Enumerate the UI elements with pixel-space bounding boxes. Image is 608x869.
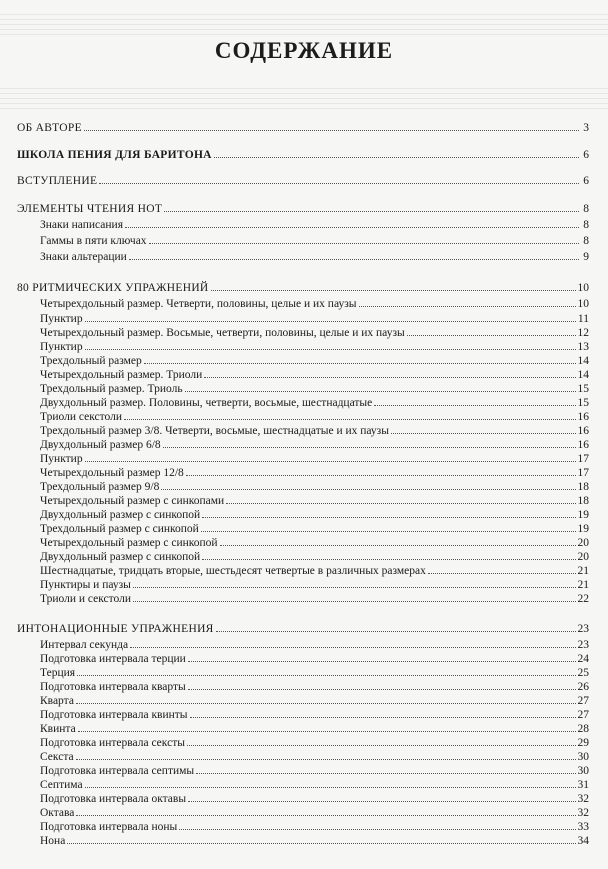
toc-page-number: 33 (577, 821, 589, 833)
toc-subsection-entry (40, 749, 589, 763)
toc-page-number: 18 (577, 495, 589, 507)
dot-leader (149, 233, 579, 244)
dot-leader (124, 409, 576, 420)
toc-subsection-entry (40, 819, 589, 833)
dot-leader (76, 749, 576, 760)
toc-subsection-entry (40, 409, 589, 423)
toc-entry-title: Септима (40, 779, 83, 791)
toc-section-entry (17, 173, 589, 187)
toc-entry-title: Пунктир (40, 341, 83, 353)
dot-leader (188, 791, 575, 802)
toc-section-entry (17, 280, 589, 294)
toc-entry-title: Октава (40, 807, 75, 819)
dot-leader (211, 280, 576, 291)
toc-subsection-entry (40, 493, 589, 507)
toc-entry-title: Четырехдольный размер с синкопой (40, 537, 218, 549)
dot-leader (188, 679, 576, 690)
toc-entry-title: Четырехдольный размер. Восьмые, четверти, половины, целые и их паузы (40, 327, 405, 339)
dot-leader (190, 707, 576, 718)
toc-page-number: 15 (577, 397, 589, 409)
toc-subsection-entry (40, 651, 589, 665)
toc-entry-title: Трехдольный размер с синкопой (40, 523, 199, 535)
toc-page-number: 17 (577, 467, 589, 479)
dot-leader (130, 637, 575, 648)
toc-subsection-entry (40, 423, 589, 437)
toc-entry-title: Подготовка интервала кварты (40, 681, 186, 693)
dot-leader (187, 735, 576, 746)
toc-page-number: 24 (577, 653, 589, 665)
toc-subsection-entry (40, 381, 589, 395)
toc-page-number: 11 (577, 313, 589, 325)
faint-staff-lines (0, 88, 608, 110)
toc-subsection-entry (40, 721, 589, 735)
toc-page-number: 15 (577, 383, 589, 395)
toc-entry-title: Гаммы в пяти ключах (40, 235, 147, 247)
toc-entry-title: ОБ АВТОРЕ (17, 122, 82, 134)
toc-page-number: 18 (577, 481, 589, 493)
dot-leader (99, 173, 579, 184)
toc-page-number: 22 (577, 593, 589, 605)
dot-leader (78, 721, 576, 732)
toc-page-number: 14 (577, 369, 589, 381)
toc-subsection-entry (40, 591, 589, 605)
dot-leader (204, 367, 575, 378)
dot-leader (179, 819, 575, 830)
toc-page-number: 12 (577, 327, 589, 339)
toc-page-number: 6 (583, 149, 589, 161)
toc-entry-title: 80 РИТМИЧЕСКИХ УПРАЖНЕНИЙ (17, 282, 209, 294)
toc-subsection-entry (40, 451, 589, 465)
toc-subsection-entry (40, 693, 589, 707)
toc-subsection-entry (40, 805, 589, 819)
toc-subsection-entry (40, 249, 589, 263)
toc-page-number: 19 (577, 509, 589, 521)
toc-section-entry (17, 147, 589, 161)
toc-page-number: 20 (577, 551, 589, 563)
toc-page-number: 30 (577, 751, 589, 763)
toc-entry-title: Подготовка интервала квинты (40, 709, 188, 721)
toc-page-number: 16 (577, 411, 589, 423)
toc-subsection-entry (40, 577, 589, 591)
toc-page-number: 34 (577, 835, 589, 847)
toc-entry-title: Четырехдольный размер 12/8 (40, 467, 184, 479)
toc-entry-title: Триоли секстоли (40, 411, 122, 423)
toc-entry-title: Подготовка интервала октавы (40, 793, 187, 805)
dot-leader (188, 651, 576, 662)
toc-subsection-entry (40, 479, 589, 493)
toc-subsection-entry (40, 367, 589, 381)
toc-page-number: 25 (577, 667, 589, 679)
toc-page-number: 30 (577, 765, 589, 777)
toc-entry-title: Пунктиры и паузы (40, 579, 131, 591)
toc-page-number: 17 (577, 453, 589, 465)
page-title: СОДЕРЖАНИЕ (214, 38, 394, 63)
dot-leader (202, 549, 575, 560)
toc-entry-title: Двухдольный размер 6/8 (40, 439, 161, 451)
toc-page-number: 16 (577, 425, 589, 437)
toc-entry-title: Нона (40, 835, 66, 847)
toc-entry-title: Четырехдольный размер. Четверти, половины, целые и их паузы (40, 298, 357, 310)
dot-leader (67, 833, 575, 844)
toc-entry-title: Трехдольный размер 9/8 (40, 481, 160, 493)
dot-leader (428, 563, 576, 574)
toc-page-number: 21 (577, 579, 589, 591)
toc-subsection-entry (40, 707, 589, 721)
toc-page-number: 32 (577, 793, 589, 805)
toc-section-entry (17, 621, 589, 635)
dot-leader (125, 217, 579, 228)
dot-leader (161, 479, 575, 490)
dot-leader (201, 521, 576, 532)
toc-page-number: 13 (577, 341, 589, 353)
toc-subsection-entry (40, 395, 589, 409)
toc-subsection-entry (40, 563, 589, 577)
toc-page-number: 14 (577, 355, 589, 367)
dot-leader (186, 465, 576, 476)
dot-leader (133, 591, 575, 602)
dot-leader (185, 381, 576, 392)
toc-entry-title: Трехдольный размер 3/8. Четверти, восьмые, шестнадцатые и их паузы (40, 425, 389, 437)
toc-entry-title: Подготовка интервала терции (40, 653, 186, 665)
toc-subsection-entry (40, 296, 589, 310)
dot-leader (85, 311, 576, 322)
dot-leader (133, 577, 576, 588)
toc-page-number: 16 (577, 439, 589, 451)
toc-entry-title: Трехдольный размер. Триоль (40, 383, 183, 395)
toc-page-number: 8 (583, 235, 589, 247)
toc-subsection-entry (40, 353, 589, 367)
dot-leader (144, 353, 576, 364)
toc-entry-title: Пунктир (40, 313, 83, 325)
toc-entry-title: Двухдольный размер. Половины, четверти, восьмые, шестнадцатые (40, 397, 373, 409)
toc-entry-title: ВСТУПЛЕНИЕ (17, 175, 98, 187)
toc-entry-title: Трехдольный размер (40, 355, 142, 367)
dot-leader (407, 325, 576, 336)
toc-page-number: 26 (577, 681, 589, 693)
dot-leader (220, 535, 576, 546)
toc-entry-title: Пунктир (40, 453, 83, 465)
toc-page-number: 27 (577, 709, 589, 721)
toc-page-number: 27 (577, 695, 589, 707)
toc-subsection-entry (40, 325, 589, 339)
toc-entry-title: Триоли и секстоли (40, 593, 132, 605)
toc-section-entry (17, 201, 589, 215)
toc-entry-title: Шестнадцатые, тридцать вторые, шестьдесят четвертые в различных размерах (40, 565, 426, 577)
dot-leader (84, 120, 579, 131)
dot-leader (216, 621, 576, 632)
toc-page-number: 31 (577, 779, 589, 791)
toc-entry-title: Кварта (40, 695, 74, 707)
toc-subsection-entry (40, 233, 589, 247)
toc-page-number: 21 (577, 565, 589, 577)
toc-page-number: 28 (577, 723, 589, 735)
toc-subsection-entry (40, 507, 589, 521)
toc-subsection-entry (40, 465, 589, 479)
toc-page-number: 10 (577, 298, 589, 310)
toc-entry-title: Четырехдольный размер. Триоли (40, 369, 203, 381)
toc-page-number: 23 (577, 623, 589, 635)
toc-entry-title: Знаки альтерации (40, 251, 127, 263)
toc-page-number: 19 (577, 523, 589, 535)
toc-subsection-entry (40, 833, 589, 847)
toc-entry-title: Квинта (40, 723, 76, 735)
toc-page-number: 20 (577, 537, 589, 549)
dot-leader (76, 805, 575, 816)
toc-subsection-entry (40, 791, 589, 805)
dot-leader (196, 763, 575, 774)
toc-subsection-entry (40, 665, 589, 679)
toc-entry-title: Подготовка интервала ноны (40, 821, 178, 833)
dot-leader (85, 777, 576, 788)
toc-entry-title: Двухдольный размер с синкопой (40, 551, 201, 563)
dot-leader (359, 296, 576, 307)
toc-subsection-entry (40, 549, 589, 563)
toc-subsection-entry (40, 521, 589, 535)
toc-page-number: 3 (583, 122, 589, 134)
toc-page-number: 8 (583, 219, 589, 231)
toc-subsection-entry (40, 311, 589, 325)
toc-subsection-entry (40, 339, 589, 353)
toc-entry-title: ИНТОНАЦИОННЫЕ УПРАЖНЕНИЯ (17, 623, 214, 635)
dot-leader (129, 249, 579, 260)
toc-entry-title: Подготовка интервала сексты (40, 737, 185, 749)
toc-entry-title: Интервал секунда (40, 639, 129, 651)
toc-page-number: 6 (583, 175, 589, 187)
dot-leader (202, 507, 575, 518)
toc-subsection-entry (40, 777, 589, 791)
toc-entry-title: Двухдольный размер с синкопой (40, 509, 201, 521)
toc-subsection-entry (40, 735, 589, 749)
toc-subsection-entry (40, 679, 589, 693)
toc-subsection-entry (40, 637, 589, 651)
dot-leader (226, 493, 575, 504)
toc-subsection-entry (40, 763, 589, 777)
toc-entry-title: Четырехдольный размер с синкопами (40, 495, 225, 507)
toc-page-number: 9 (583, 251, 589, 263)
dot-leader (374, 395, 575, 406)
toc-entry-title: ЭЛЕМЕНТЫ ЧТЕНИЯ НОТ (17, 203, 163, 215)
dot-leader (85, 451, 576, 462)
toc-entry-title: Секста (40, 751, 74, 763)
dot-leader (85, 339, 576, 350)
dot-leader (163, 437, 576, 448)
toc-subsection-entry (40, 217, 589, 231)
toc-entry-title: Терция (40, 667, 76, 679)
toc-page-number: 10 (577, 282, 589, 294)
dot-leader (76, 693, 576, 704)
dot-leader (214, 147, 579, 158)
dot-leader (164, 201, 579, 212)
toc-entry-title: Подготовка интервала септимы (40, 765, 195, 777)
toc-page-number: 32 (577, 807, 589, 819)
faint-staff-lines (0, 14, 608, 36)
toc-page-number: 8 (583, 203, 589, 215)
toc-entry-title: ШКОЛА ПЕНИЯ ДЛЯ БАРИТОНА (17, 149, 212, 161)
toc-page-number: 29 (577, 737, 589, 749)
toc-page-number: 23 (577, 639, 589, 651)
toc-entry-title: Знаки написания (40, 219, 123, 231)
dot-leader (391, 423, 576, 434)
dot-leader (77, 665, 575, 676)
toc-section-entry (17, 120, 589, 134)
toc-subsection-entry (40, 437, 589, 451)
toc-subsection-entry (40, 535, 589, 549)
